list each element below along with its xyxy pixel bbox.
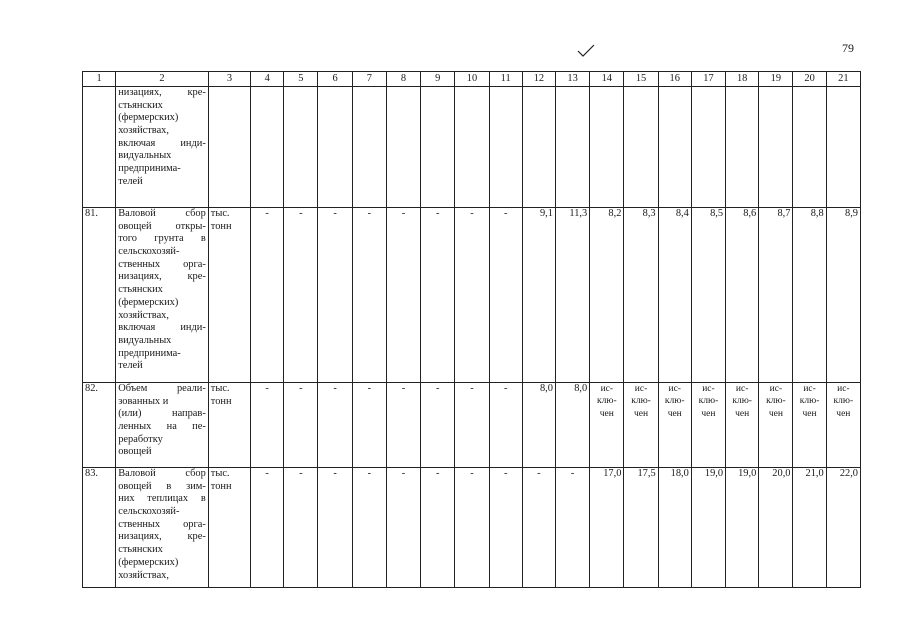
indicator-name-line: Валовой сбор <box>118 208 206 219</box>
column-header: 11 <box>489 72 522 87</box>
row-number: 82. <box>83 383 116 468</box>
value-line: чен <box>735 408 750 419</box>
value-cell: - <box>352 383 386 468</box>
indicator-name <box>116 383 209 468</box>
table-row <box>83 87 861 208</box>
indicator-name-line: овощей <box>118 446 152 458</box>
value-cell: - <box>352 208 386 383</box>
value-line: чен <box>802 408 817 419</box>
indicator-name-line: стьянских <box>118 284 163 296</box>
unit-cell <box>208 468 250 588</box>
value-line: клю- <box>766 396 786 407</box>
value-line: клю- <box>799 396 820 407</box>
indicator-name-line: хозяйствах, <box>118 309 169 321</box>
value-cell <box>826 383 860 468</box>
table-row <box>83 383 861 468</box>
unit-line: тонн <box>210 480 232 492</box>
column-header: 5 <box>284 72 318 87</box>
value-cell <box>251 87 284 208</box>
value-cell <box>352 87 386 208</box>
value-cell: 8,9 <box>826 208 860 383</box>
value-cell: 8,2 <box>590 208 624 383</box>
unit-cell <box>208 87 250 208</box>
value-cell: - <box>489 383 522 468</box>
value-line: ис- <box>837 384 850 394</box>
value-line: клю- <box>698 396 719 407</box>
value-cell <box>691 87 725 208</box>
value-line: ис- <box>600 384 614 394</box>
indicator-name-line: хозяйствах, <box>118 569 169 581</box>
data-table <box>82 71 861 588</box>
indicator-name-line: предпринима- <box>118 347 181 359</box>
indicator-name-line: Валовой сбор <box>118 468 206 479</box>
value-line: чен <box>599 408 614 419</box>
value-cell: 8,0 <box>522 383 555 468</box>
value-cell: 9,1 <box>522 208 555 383</box>
column-header: 13 <box>555 72 589 87</box>
indicator-name-line: ственных орга- <box>118 258 206 270</box>
value-cell: - <box>318 208 352 383</box>
value-line: ис- <box>735 384 749 394</box>
checkmark-icon <box>577 44 595 58</box>
value-cell: - <box>284 468 318 588</box>
indicator-name <box>116 468 209 588</box>
value-cell: - <box>522 468 555 588</box>
value-cell: 18,0 <box>658 468 691 588</box>
indicator-name-line: зованных и <box>118 395 169 407</box>
indicator-name-line: стьянских <box>118 544 163 556</box>
value-cell <box>658 87 691 208</box>
indicator-name-line: ленных на пе- <box>118 421 206 433</box>
indicator-name-line: того грунта в <box>118 233 206 245</box>
indicator-name-line: (фермерских) <box>118 556 179 568</box>
unit-line: тыс. <box>210 383 230 394</box>
indicator-name-line: реработку <box>118 433 163 445</box>
value-cell: 11,3 <box>555 208 589 383</box>
value-cell: - <box>352 468 386 588</box>
value-cell: 19,0 <box>726 468 759 588</box>
value-line: клю- <box>833 396 854 407</box>
value-line: ис- <box>803 384 816 394</box>
value-cell <box>793 87 826 208</box>
value-line: ис- <box>634 384 648 394</box>
column-header: 9 <box>421 72 455 87</box>
indicator-name-line: овощей в зим- <box>118 480 206 492</box>
indicator-name-line: сельскохозяй- <box>118 246 180 258</box>
indicator-name-line: низациях, кре- <box>118 87 206 98</box>
table-row <box>83 208 861 383</box>
value-cell: 8,6 <box>726 208 759 383</box>
value-cell <box>624 383 658 468</box>
column-header: 19 <box>759 72 793 87</box>
value-cell: - <box>251 208 284 383</box>
value-cell: 8,4 <box>658 208 691 383</box>
indicator-name-line: овощей откры- <box>118 220 206 232</box>
indicator-name-line: хозяйствах, <box>118 125 169 137</box>
value-line: чен <box>836 408 851 419</box>
column-header: 10 <box>455 72 489 87</box>
indicator-name-line: ственных орга- <box>118 518 206 530</box>
value-cell: 8,5 <box>691 208 725 383</box>
value-cell: 8,7 <box>759 208 793 383</box>
value-cell <box>284 87 318 208</box>
column-header: 21 <box>826 72 860 87</box>
indicator-name-line: предпринима- <box>118 163 181 175</box>
unit-cell <box>208 208 250 383</box>
value-cell: - <box>386 383 420 468</box>
value-cell <box>590 383 624 468</box>
value-cell <box>726 87 759 208</box>
value-line: чен <box>633 408 649 419</box>
column-header: 17 <box>691 72 725 87</box>
value-cell: 20,0 <box>759 468 793 588</box>
table-row <box>83 468 861 588</box>
value-cell: 21,0 <box>793 468 826 588</box>
value-cell <box>555 87 589 208</box>
column-header: 18 <box>726 72 759 87</box>
indicator-name-line: (фермерских) <box>118 112 179 124</box>
value-cell: - <box>318 383 352 468</box>
indicator-name-line: (или) направ- <box>118 408 206 420</box>
value-line: чен <box>667 408 682 419</box>
value-cell: 17,0 <box>590 468 624 588</box>
value-cell <box>624 87 658 208</box>
value-cell: - <box>386 468 420 588</box>
column-header: 8 <box>386 72 420 87</box>
value-cell: 8,0 <box>555 383 589 468</box>
value-cell: - <box>421 208 455 383</box>
value-cell: 17,5 <box>624 468 658 588</box>
indicator-name <box>116 87 209 208</box>
indicator-name-line: видуальных <box>118 334 172 346</box>
value-cell: - <box>318 468 352 588</box>
value-line: чен <box>701 408 716 419</box>
value-cell: - <box>251 383 284 468</box>
indicator-name-line: них теплицах в <box>118 493 206 505</box>
value-cell <box>421 87 455 208</box>
value-cell <box>522 87 555 208</box>
column-header: 12 <box>522 72 555 87</box>
indicator-name-line: сельскохозяй- <box>118 506 180 518</box>
unit-line: тыс. <box>210 468 230 479</box>
value-cell <box>489 87 522 208</box>
unit-cell <box>208 383 250 468</box>
indicator-name-line: Объем реали- <box>118 383 206 394</box>
value-cell: 19,0 <box>691 468 725 588</box>
indicator-name-line: телей <box>118 175 143 187</box>
value-cell <box>455 87 489 208</box>
unit-line: тонн <box>210 395 232 407</box>
value-cell: - <box>421 468 455 588</box>
value-cell <box>658 383 691 468</box>
value-cell: - <box>455 383 489 468</box>
row-number: 83. <box>83 468 116 588</box>
value-line: ис- <box>769 384 783 394</box>
indicator-name-line: телей <box>118 360 143 372</box>
value-cell <box>386 87 420 208</box>
column-header: 7 <box>352 72 386 87</box>
value-cell <box>318 87 352 208</box>
value-cell <box>826 87 860 208</box>
value-line: клю- <box>631 396 651 407</box>
value-cell: - <box>489 208 522 383</box>
column-header: 1 <box>83 72 116 87</box>
unit-line: тонн <box>210 220 232 232</box>
value-cell: 22,0 <box>826 468 860 588</box>
value-cell: - <box>455 208 489 383</box>
value-cell: - <box>284 208 318 383</box>
value-line: клю- <box>732 396 752 407</box>
column-header: 4 <box>251 72 284 87</box>
value-cell <box>793 383 826 468</box>
value-line: ис- <box>702 384 715 394</box>
value-cell: - <box>555 468 589 588</box>
row-number <box>83 87 116 208</box>
column-header: 20 <box>793 72 826 87</box>
value-cell: - <box>284 383 318 468</box>
value-cell <box>759 87 793 208</box>
value-line: чен <box>768 408 783 419</box>
column-header: 16 <box>658 72 691 87</box>
column-header: 6 <box>318 72 352 87</box>
column-header: 14 <box>590 72 624 87</box>
row-number: 81. <box>83 208 116 383</box>
value-cell: - <box>421 383 455 468</box>
indicator-name-line: низациях, кре- <box>118 271 206 283</box>
indicator-name-line: низациях, кре- <box>118 531 206 543</box>
value-cell <box>759 383 793 468</box>
unit-line: тыс. <box>210 208 230 219</box>
indicator-name-line: (фермерских) <box>118 296 179 308</box>
value-line: ис- <box>668 384 681 394</box>
value-cell <box>726 383 759 468</box>
indicator-name-line: включая инди- <box>118 322 206 334</box>
column-header: 15 <box>624 72 658 87</box>
value-cell <box>691 383 725 468</box>
indicator-name <box>116 208 209 383</box>
column-header: 2 <box>116 72 209 87</box>
indicator-name-line: включая инди- <box>118 137 206 149</box>
value-line: клю- <box>597 396 617 407</box>
page-number: 79 <box>842 41 854 55</box>
value-cell: - <box>455 468 489 588</box>
value-cell <box>590 87 624 208</box>
value-cell: - <box>386 208 420 383</box>
column-header: 3 <box>208 72 250 87</box>
value-cell: 8,8 <box>793 208 826 383</box>
value-cell: 8,3 <box>624 208 658 383</box>
indicator-name-line: видуальных <box>118 150 172 162</box>
indicator-name-line: стьянских <box>118 99 163 111</box>
value-cell: - <box>251 468 284 588</box>
value-cell: - <box>489 468 522 588</box>
column-header-row <box>83 72 861 87</box>
value-line: клю- <box>664 396 685 407</box>
